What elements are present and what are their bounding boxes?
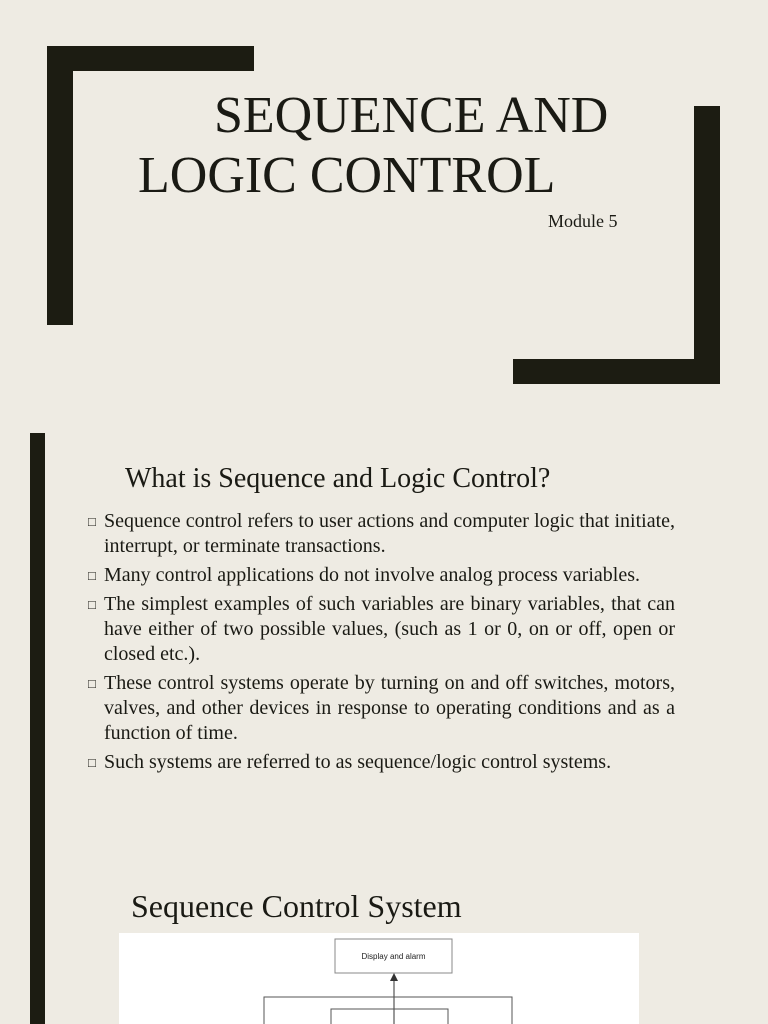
title-slide xyxy=(0,0,768,410)
bullet-marker-icon: □ xyxy=(88,514,96,529)
sequence-control-diagram xyxy=(119,933,639,1024)
display-alarm-label: Display and alarm xyxy=(361,951,426,961)
slide-subtitle: Module 5 xyxy=(548,211,618,231)
bullet-text: Such systems are referred to as sequence/logic control systems. xyxy=(104,751,612,773)
bullet-marker-icon: □ xyxy=(88,755,96,770)
bullet-item xyxy=(88,509,675,559)
bullet-marker-icon: □ xyxy=(88,568,96,583)
arrow-head-icon xyxy=(390,973,398,981)
diagram-slide xyxy=(0,866,768,1024)
inner-block-outline xyxy=(331,1009,448,1024)
slide-left-accent-bar xyxy=(30,866,45,1024)
slide-heading: Sequence Control System xyxy=(131,888,462,924)
bullet-list xyxy=(88,509,675,779)
bullet-text: These control systems operate by turning on and off switches, motors, valves, and other devices in response to operating conditions and as a function of time. xyxy=(104,672,675,744)
slide-title xyxy=(0,86,768,206)
outer-block-outline xyxy=(264,997,512,1024)
content-slide xyxy=(0,410,768,866)
slide-title-line1: SEQUENCE AND xyxy=(214,87,609,144)
bullet-item xyxy=(88,563,675,588)
bullet-item xyxy=(88,592,675,667)
frame-bar-bottom-right-horizontal xyxy=(513,359,720,384)
slide-left-accent-bar xyxy=(30,433,45,866)
bullet-text: The simplest examples of such variables are binary variables, that can have either of two possible values, (such as 1 or 0, on or off, open or closed etc.). xyxy=(104,593,675,665)
bullet-item xyxy=(88,671,675,746)
bullet-text: Many control applications do not involve analog process variables. xyxy=(104,564,640,586)
bullet-text: Sequence control refers to user actions and computer logic that initiate, interrupt, or terminate transactions. xyxy=(104,510,675,557)
bullet-marker-icon: □ xyxy=(88,676,96,691)
slide-title-line2: LOGIC CONTROL xyxy=(138,147,556,204)
bullet-item xyxy=(88,750,675,775)
frame-bar-top-left-horizontal xyxy=(47,46,254,71)
bullet-marker-icon: □ xyxy=(88,597,96,612)
slide-heading: What is Sequence and Logic Control? xyxy=(125,463,551,494)
